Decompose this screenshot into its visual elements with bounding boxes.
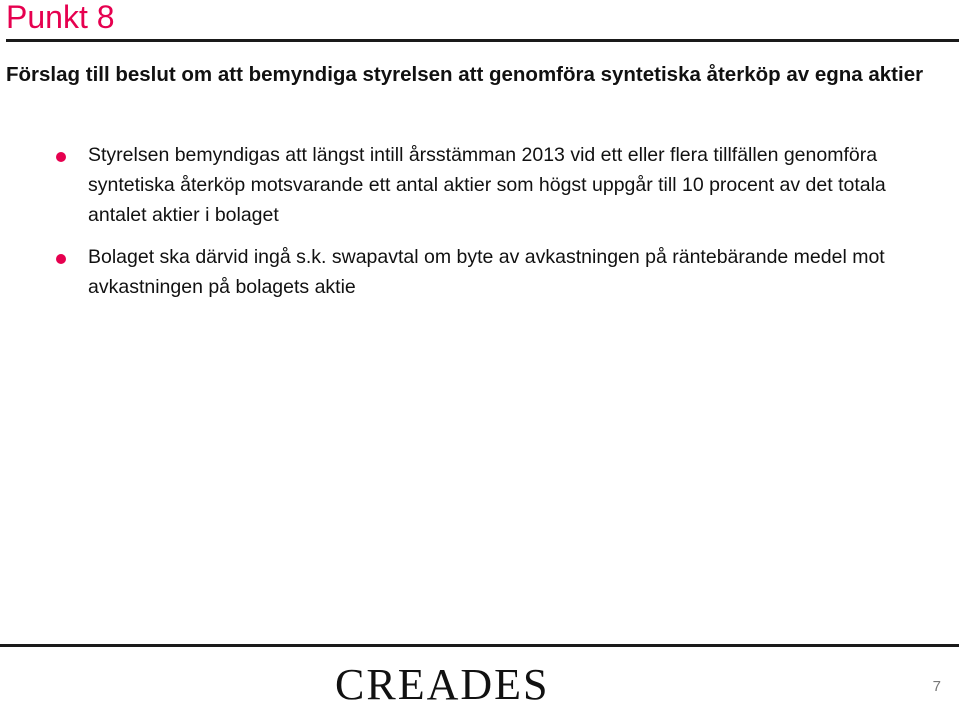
top-divider bbox=[6, 39, 959, 42]
page-number: 7 bbox=[932, 678, 941, 695]
bullet-text: Bolaget ska därvid ingå s.k. swapavtal om byte av avkastningen på räntebärande medel mot avkastningen på bolagets aktie bbox=[88, 246, 885, 298]
bullet-item bbox=[56, 140, 936, 230]
slide-title: Punkt 8 bbox=[6, 0, 115, 35]
bottom-divider bbox=[0, 644, 959, 647]
slide-heading: Förslag till beslut om att bemyndiga styrelsen att genomföra syntetiska återköp av egna aktier bbox=[6, 63, 924, 86]
bullet-item bbox=[56, 242, 936, 302]
bullet-text: Styrelsen bemyndigas att längst intill årsstämman 2013 vid ett eller flera tillfällen genomföra syntetiska återköp motsvarande ett antal aktier som högst uppgår till 10 procent av det totala antalet aktier i bolaget bbox=[88, 144, 886, 226]
bullet-dot-icon bbox=[56, 254, 66, 264]
bullet-dot-icon bbox=[56, 152, 66, 162]
creades-logo: CREADES bbox=[335, 660, 550, 709]
bullet-list bbox=[56, 140, 936, 314]
